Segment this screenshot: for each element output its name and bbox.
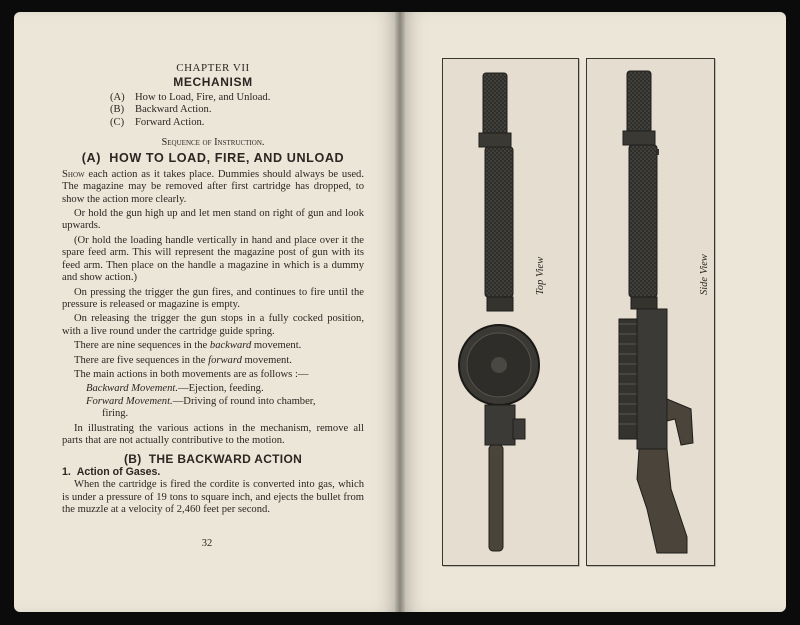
paragraph: Or hold the gun high up and let men stand on right of gun and look upwards. [62, 208, 364, 232]
paragraph: (Or hold the loading handle vertically in hand and place over it the spare feed arm. This will represent the magazine post of gun with its feed arm. Then place on the handle a magazine in which is a dummy and show action.) [62, 234, 364, 284]
subsection-heading: 1. Action of Gases. [62, 465, 161, 478]
left-page-text [62, 62, 364, 518]
machine-gun-side-view-illustration [587, 59, 714, 565]
paragraph: Show each action as it takes place. Dummies should always be used. The magazine may be removed after first cartridge has dropped, to show the action more clearly. [62, 168, 364, 205]
paragraph: On releasing the trigger the gun stops in a fully cocked position, with a live round under the cartridge guide spring. [62, 313, 364, 337]
figure-caption: Side View [699, 254, 710, 295]
paragraph: There are nine sequences in the backward movement. [74, 340, 302, 352]
book-spine [395, 12, 405, 612]
list-item: Backward Movement.—Ejection, feeding. [86, 383, 264, 395]
paragraph: When the cartridge is fired the cordite is converted into gas, which is under a pressure of 19 tons to square inch, and ejects the bullet from the muzzle at a velocity of 2,460 feet per second. [62, 479, 364, 515]
section-a-heading: (A) HOW TO LOAD, FIRE, AND UNLOAD [81, 151, 345, 166]
contents-item: (B) Backward Action. [110, 104, 212, 116]
main-actions-list [86, 383, 364, 420]
contents-item: (A) How to Load, Fire, and Unload. [110, 91, 271, 103]
paragraph: There are five sequences in the forward movement. [74, 354, 292, 366]
list-item: Forward Movement.—Driving of round into chamber, [86, 395, 316, 407]
contents-list [110, 92, 364, 129]
figure-top-view [442, 58, 579, 566]
chapter-label: CHAPTER VII [176, 62, 250, 74]
machine-gun-top-view-illustration [443, 59, 578, 565]
figure-caption: Top View [535, 256, 546, 295]
contents-item: (C) Forward Action. [110, 116, 205, 128]
paragraph: On pressing the trigger the gun fires, and continues to fire until the pressure is released or magazine is empty. [62, 286, 364, 310]
paragraph: The main actions in both movements are as follows :— [74, 368, 309, 380]
chapter-title: MECHANISM [173, 75, 253, 90]
sequence-heading: Sequence of Instruction. [161, 137, 265, 149]
open-book [14, 12, 786, 612]
list-item-continuation: firing. [102, 408, 129, 420]
figure-side-view [586, 58, 715, 566]
section-b-heading: (B) THE BACKWARD ACTION [123, 452, 303, 467]
paragraph: In illustrating the various actions in the mechanism, remove all parts that are not actually contributive to the motion. [62, 422, 364, 446]
page-number: 32 [201, 538, 213, 549]
